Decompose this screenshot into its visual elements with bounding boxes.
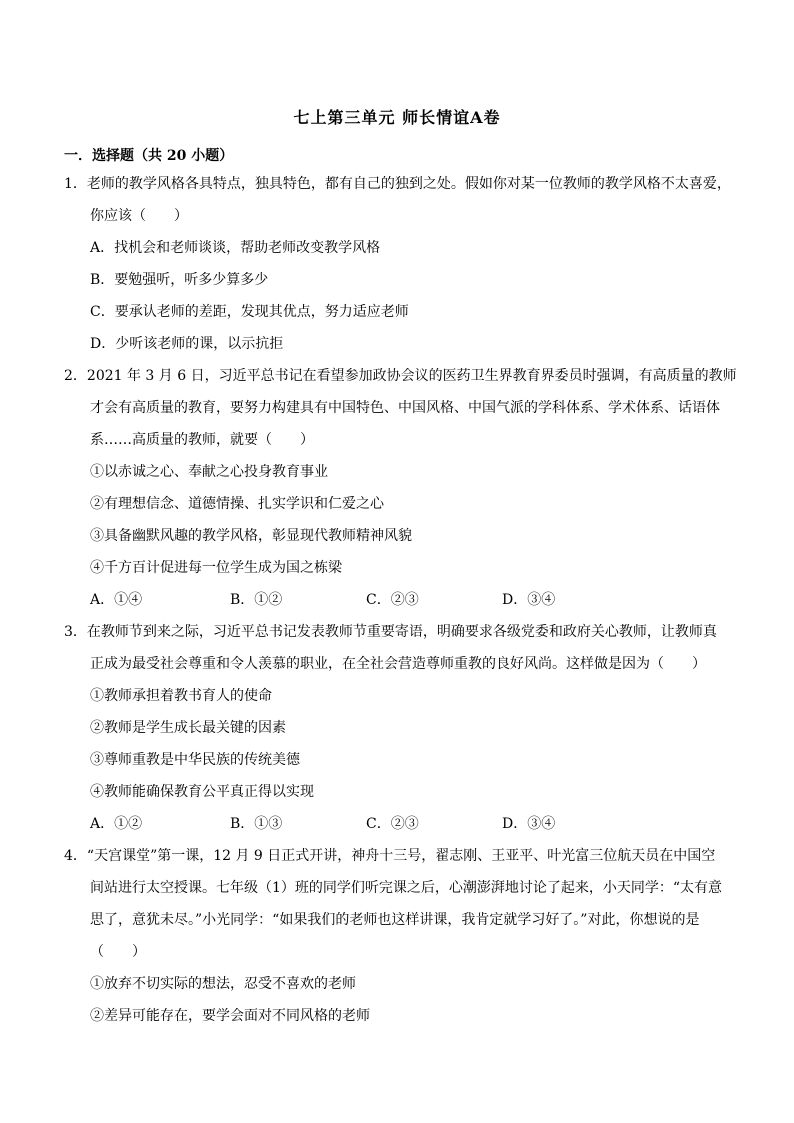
question-2-text: 2．2021 年 3 月 6 日，习近平总书记在看望参加政协会议的医药卫生界教育界委员时强调，有高质量的教师 — [64, 368, 737, 384]
question-2-statement-4: ④千方百计促进每一位学生成为国之栋梁 — [90, 560, 342, 576]
question-1-option-a: A．找机会和老师谈谈，帮助老师改变教学风格 — [90, 240, 381, 256]
question-2-text: 系……高质量的教师，就要（ ） — [90, 432, 314, 448]
question-3-text: 正成为最受社会尊重和令人羡慕的职业，在全社会营造尊师重教的良好风尚。这样做是因为（ ） — [90, 656, 706, 672]
question-3-choice-d: D．③④ — [502, 816, 556, 832]
question-2-choice-a: A．①④ — [90, 592, 143, 608]
question-1-text: 1．老师的教学风格各具特点，独具特色，都有自己的独到之处。假如你对某一位教师的教学风格不太喜爱， — [64, 176, 731, 192]
question-2-statement-3: ③具备幽默风趣的教学风格，彰显现代教师精神风貌 — [90, 528, 412, 544]
question-4-statement-2: ②差异可能存在，要学会面对不同风格的老师 — [90, 1008, 370, 1024]
question-3-statement-2: ②教师是学生成长最关键的因素 — [90, 720, 286, 736]
question-2-text: 才会有高质量的教育，要努力构建具有中国特色、中国风格、中国气派的学科体系、学术体系、话语体 — [90, 400, 720, 416]
question-1-option-c: C．要承认老师的差距，发现其优点，努力适应老师 — [90, 304, 409, 320]
question-4-text: 4．“天宫课堂”第一课，12 月 9 日正式开讲，神舟十三号，翟志刚、王亚平、叶光富三位航天员在中国空 — [64, 848, 716, 864]
question-3-choice-c: C．②③ — [366, 816, 419, 832]
question-3-statement-3: ③尊师重教是中华民族的传统美德 — [90, 752, 300, 768]
question-2-statement-1: ①以赤诚之心、奉献之心投身教育事业 — [90, 464, 328, 480]
question-1-text: 你应该（ ） — [90, 208, 188, 224]
question-4-text: （ ） — [90, 944, 146, 960]
question-3-statement-4: ④教师能确保教育公平真正得以实现 — [90, 784, 314, 800]
question-4-text: 思了，意犹未尽。”小光同学：“如果我们的老师也这样讲课，我肯定就学习好了。”对此，你想说的是 — [90, 912, 700, 928]
question-3-text: 3．在教师节到来之际，习近平总书记发表教师节重要寄语，明确要求各级党委和政府关心教师，让教师真 — [64, 624, 717, 640]
question-4-text: 间站进行太空授课。七年级（1）班的同学们听完课之后，心潮澎湃地讨论了起来，小天同学：“太有意 — [90, 880, 723, 896]
question-2-choices — [90, 590, 610, 610]
question-2-choice-b: B．①② — [230, 592, 283, 608]
section-heading: 一．选择题（共 20 小题） — [64, 148, 234, 164]
question-3-choices — [90, 814, 610, 834]
question-2-statement-2: ②有理想信念、道德情操、扎实学识和仁爱之心 — [90, 496, 384, 512]
question-3-choice-a: A．①② — [90, 816, 143, 832]
question-4-statement-1: ①放弃不切实际的想法，忍受不喜欢的老师 — [90, 976, 356, 992]
question-2-choice-d: D．③④ — [502, 592, 556, 608]
question-3-choice-b: B．①③ — [230, 816, 283, 832]
question-2-choice-c: C．②③ — [366, 592, 419, 608]
question-3-statement-1: ①教师承担着教书育人的使命 — [90, 688, 272, 704]
question-1-option-d: D．少听该老师的课，以示抗拒 — [90, 336, 284, 352]
question-1-option-b: B．要勉强听，听多少算多少 — [90, 272, 269, 288]
page-title: 七上第三单元 师长情谊A卷 — [293, 108, 501, 127]
